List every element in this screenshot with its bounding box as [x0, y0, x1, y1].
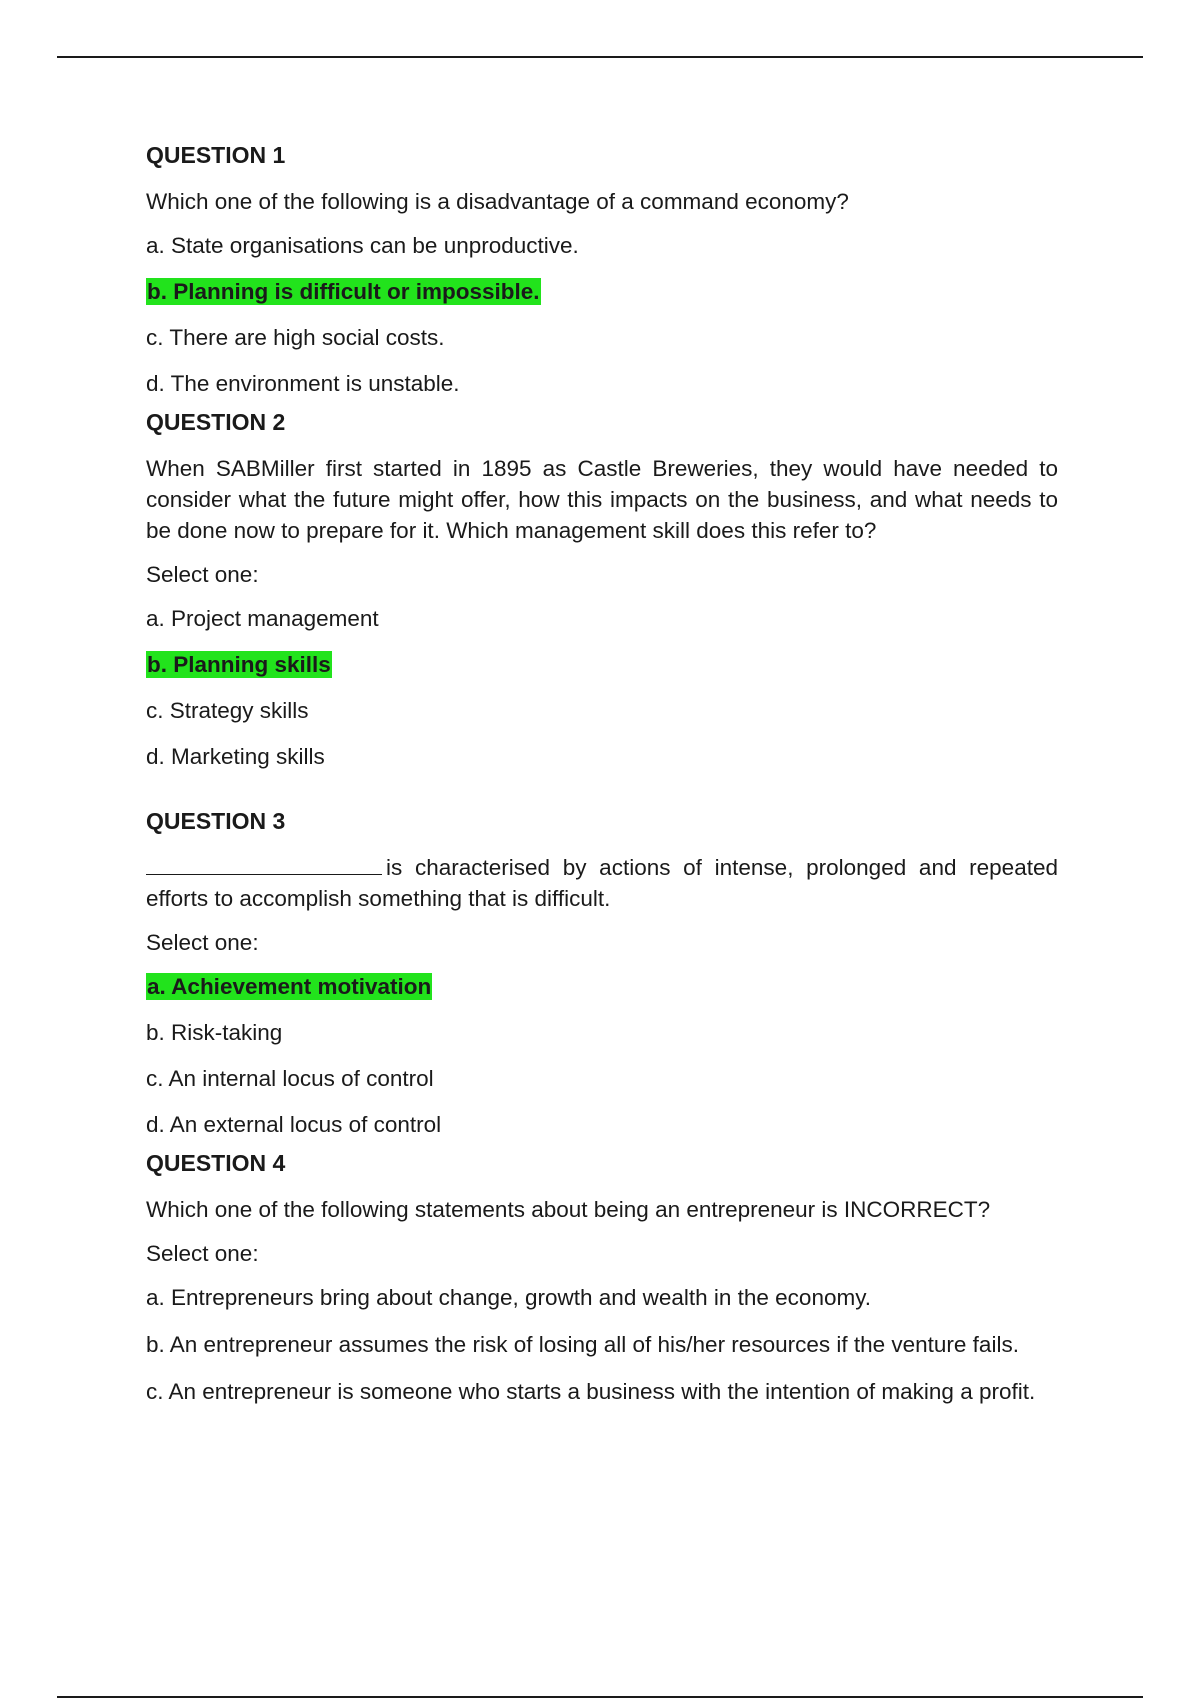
question-title: QUESTION 4	[146, 1150, 286, 1176]
option-b-correct	[146, 277, 1058, 307]
option-d: d. Marketing skills	[146, 744, 325, 769]
select-one-label: Select one:	[146, 562, 259, 587]
question-4	[146, 1148, 1058, 1407]
question-title: QUESTION 1	[146, 142, 286, 168]
option-a-correct	[146, 972, 1058, 1002]
answer-highlight: b. Planning is difficult or impossible.	[147, 279, 540, 304]
header-rule	[57, 56, 1143, 58]
footer-rule	[57, 1696, 1143, 1698]
option-d: d. An external locus of control	[146, 1112, 442, 1137]
quiz-document	[146, 140, 1058, 1423]
fill-in-blank	[146, 854, 382, 875]
question-text: Which one of the following statements about being an entrepreneur is INCORRECT?	[146, 1197, 991, 1222]
question-1	[146, 140, 1058, 399]
option-a: a. Entrepreneurs bring about change, growth and wealth in the economy.	[146, 1285, 872, 1310]
option-c: c. An entrepreneur is someone who starts a business with the intention of making a profit.	[146, 1379, 1036, 1404]
question-text: Which one of the following is a disadvantage of a command economy?	[146, 189, 849, 214]
question-title: QUESTION 3	[146, 808, 286, 834]
answer-highlight: a. Achievement motivation	[147, 974, 432, 999]
question-title: QUESTION 2	[146, 409, 286, 435]
option-c: c. There are high social costs.	[146, 325, 445, 350]
question-3	[146, 806, 1058, 1140]
select-one-label: Select one:	[146, 930, 259, 955]
option-a: a. Project management	[146, 606, 379, 631]
option-d: d. The environment is unstable.	[146, 371, 460, 396]
question-text: When SABMiller first started in 1895 as Castle Breweries, they would have needed to consider what the future might offer, how this impacts on the business, and what needs to be done now to prepare for it. Which management skill does this refer to?	[146, 456, 1058, 543]
option-c: c. An internal locus of control	[146, 1066, 434, 1091]
select-one-label: Select one:	[146, 1241, 259, 1266]
question-text: is characterised by actions of intense, prolonged and repeated efforts to accomplish something that is difficult.	[146, 855, 1058, 911]
option-a: a. State organisations can be unproductive.	[146, 233, 579, 258]
option-b: b. An entrepreneur assumes the risk of losing all of his/her resources if the venture fails.	[146, 1332, 1019, 1357]
option-b-correct	[146, 650, 1058, 680]
answer-highlight: b. Planning skills	[147, 652, 331, 677]
question-2	[146, 407, 1058, 772]
option-c: c. Strategy skills	[146, 698, 309, 723]
option-b: b. Risk-taking	[146, 1020, 283, 1045]
